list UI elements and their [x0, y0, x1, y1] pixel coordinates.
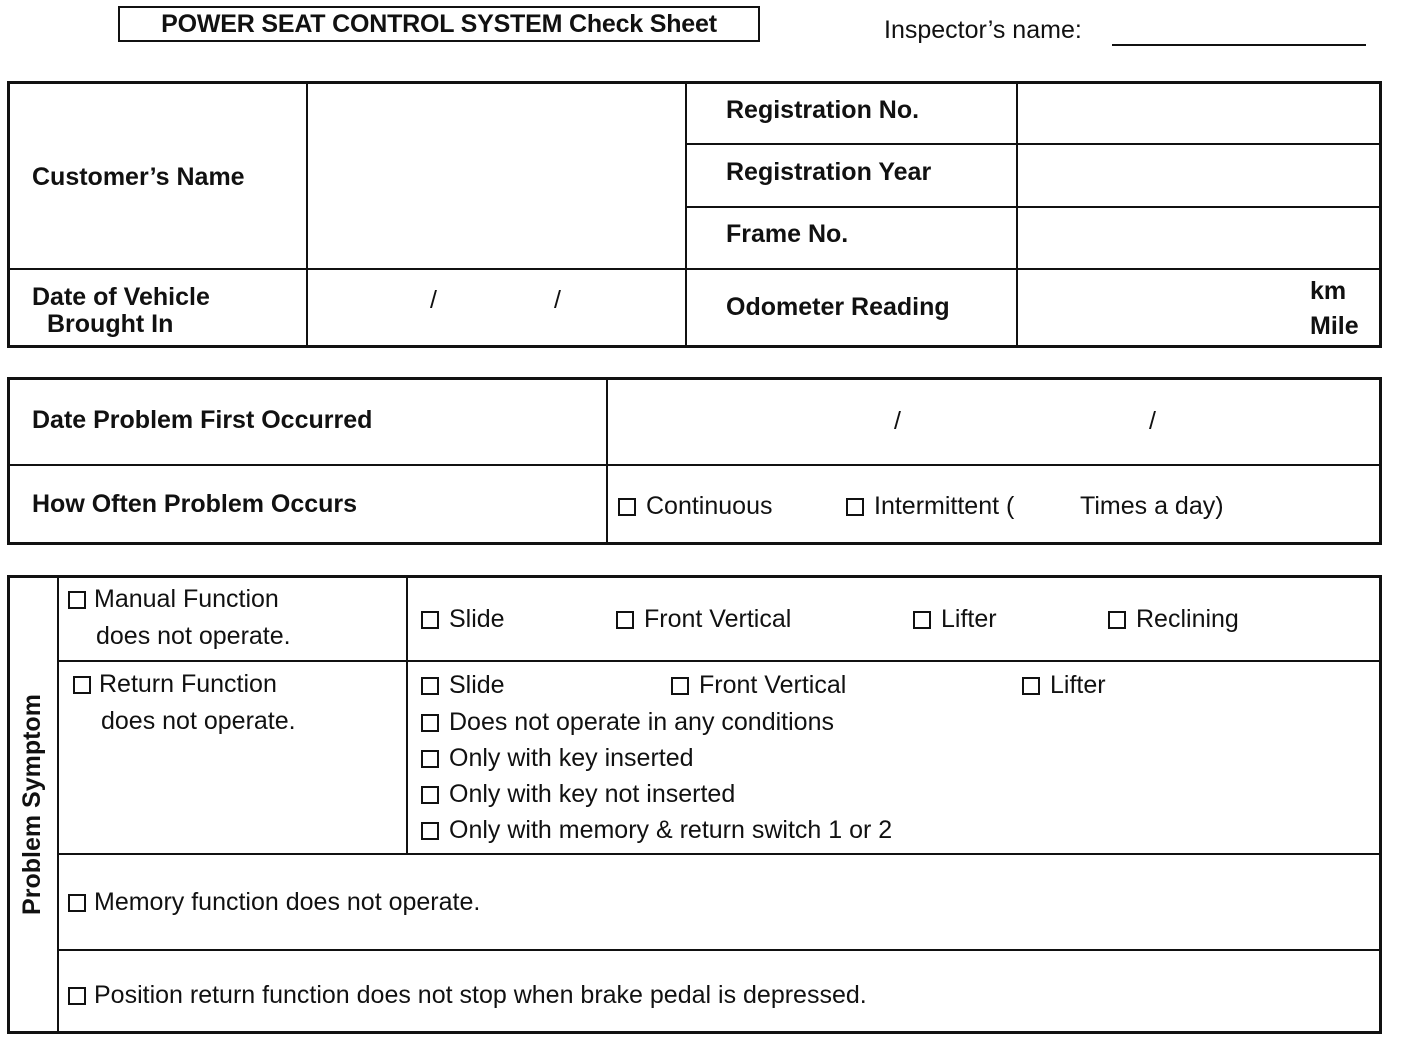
date-brought-in-line2: Brought In: [47, 310, 174, 338]
how-often-label: How Often Problem Occurs: [32, 490, 358, 518]
date-brought-in-line1: Date of Vehicle: [32, 283, 210, 311]
condition-key-inserted-option[interactable]: Only with key inserted: [421, 740, 694, 776]
condition-memory-switch-option[interactable]: Only with memory & return switch 1 or 2: [421, 812, 892, 848]
customer-name-field[interactable]: [310, 84, 682, 266]
condition-key-not-inserted-checkbox[interactable]: [421, 786, 439, 804]
return-front-vertical-option[interactable]: Front Vertical: [671, 667, 846, 703]
frame-no-label: Frame No.: [726, 220, 849, 248]
continuous-checkbox[interactable]: [618, 498, 636, 516]
return-slide-checkbox[interactable]: [421, 677, 439, 695]
intermittent-label: Intermittent (: [874, 492, 1015, 520]
date-first-occurred-label: Date Problem First Occurred: [32, 406, 373, 434]
return-lifter-checkbox[interactable]: [1022, 677, 1040, 695]
manual-function-option[interactable]: [68, 581, 279, 617]
date-brought-in-separator: /: [554, 286, 561, 314]
return-function-option[interactable]: [73, 666, 277, 702]
customer-name-label: Customer’s Name: [32, 163, 245, 191]
return-slide-option[interactable]: Slide: [421, 667, 505, 703]
inspector-name-label: Inspector’s name:: [884, 16, 1082, 44]
return-lifter-option[interactable]: Lifter: [1022, 667, 1106, 703]
date-first-occurred-separator: /: [1149, 407, 1156, 435]
manual-function-label: Manual Function: [94, 585, 279, 613]
inspector-name-field[interactable]: [1112, 44, 1366, 46]
continuous-label: Continuous: [646, 492, 773, 520]
page-title: POWER SEAT CONTROL SYSTEM Check Sheet: [118, 6, 760, 42]
registration-no-label: Registration No.: [726, 96, 920, 124]
memory-function-option[interactable]: Memory function does not operate.: [68, 884, 480, 920]
manual-front-vertical-option[interactable]: Front Vertical: [616, 601, 791, 637]
intermittent-option[interactable]: [846, 488, 1014, 524]
condition-any-option[interactable]: Does not operate in any conditions: [421, 704, 834, 740]
registration-year-field[interactable]: [1020, 147, 1378, 204]
times-a-day-label: Times a day): [1080, 492, 1224, 520]
return-front-vertical-checkbox[interactable]: [671, 677, 689, 695]
unit-mile: Mile: [1310, 312, 1359, 340]
date-first-occurred-separator: /: [894, 407, 901, 435]
position-return-checkbox[interactable]: [68, 987, 86, 1005]
problem-symptom-label: Problem Symptom: [17, 693, 46, 915]
date-brought-in-label: [32, 284, 210, 338]
frame-no-field[interactable]: [1020, 209, 1378, 266]
manual-lifter-checkbox[interactable]: [913, 611, 931, 629]
memory-function-checkbox[interactable]: [68, 894, 86, 912]
intermittent-checkbox[interactable]: [846, 498, 864, 516]
condition-key-not-inserted-option[interactable]: Only with key not inserted: [421, 776, 735, 812]
registration-no-field[interactable]: [1020, 84, 1378, 141]
manual-function-checkbox[interactable]: [68, 591, 86, 609]
unit-km: km: [1310, 277, 1347, 305]
odometer-reading-field[interactable]: [1020, 272, 1300, 344]
position-return-option[interactable]: Position return function does not stop when brake pedal is depressed.: [68, 977, 867, 1013]
odometer-reading-label: Odometer Reading: [726, 293, 950, 321]
manual-slide-option[interactable]: Slide: [421, 601, 505, 637]
return-function-label-line2: does not operate.: [101, 707, 296, 735]
condition-memory-switch-checkbox[interactable]: [421, 822, 439, 840]
registration-year-label: Registration Year: [726, 158, 932, 186]
condition-any-checkbox[interactable]: [421, 714, 439, 732]
manual-lifter-option[interactable]: Lifter: [913, 601, 997, 637]
manual-reclining-option[interactable]: Reclining: [1108, 601, 1239, 637]
date-brought-in-separator: /: [430, 286, 437, 314]
continuous-option[interactable]: [618, 488, 772, 524]
return-function-label: Return Function: [99, 670, 277, 698]
manual-reclining-checkbox[interactable]: [1108, 611, 1126, 629]
condition-key-inserted-checkbox[interactable]: [421, 750, 439, 768]
manual-front-vertical-checkbox[interactable]: [616, 611, 634, 629]
manual-slide-checkbox[interactable]: [421, 611, 439, 629]
manual-function-label-line2: does not operate.: [96, 622, 291, 650]
return-function-checkbox[interactable]: [73, 676, 91, 694]
